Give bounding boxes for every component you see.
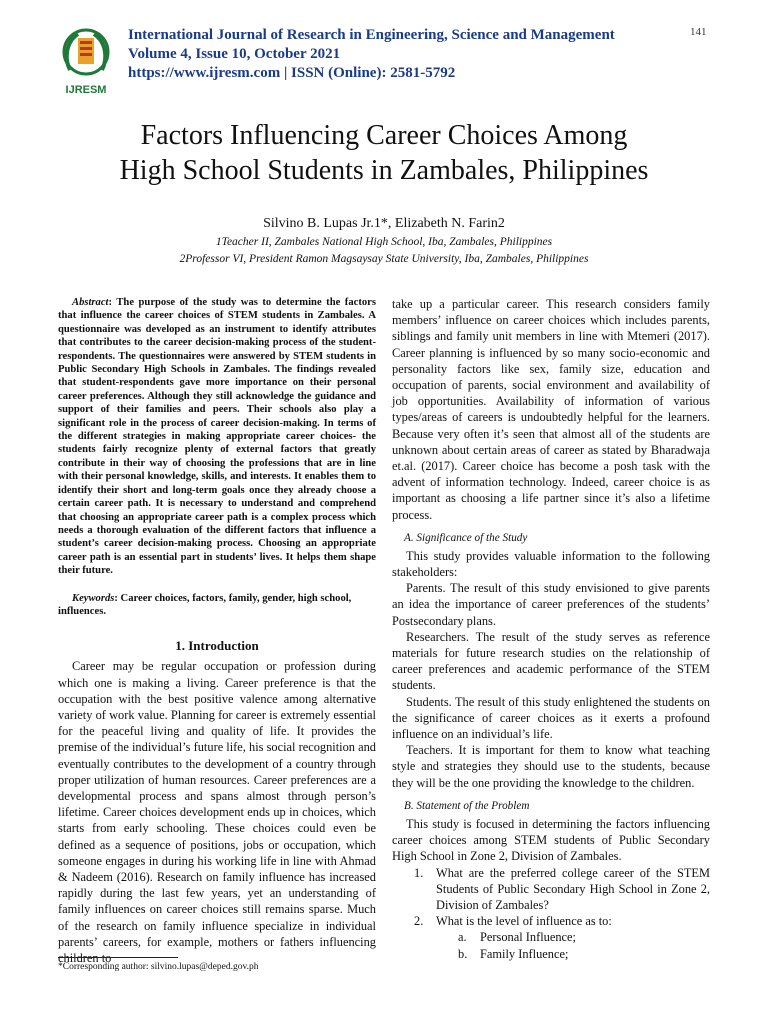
- list-item: [392, 865, 710, 914]
- abstract-label: Abstract: [72, 297, 109, 308]
- keywords-text: : Career choices, factors, family, gender, high school, influences.: [58, 592, 352, 617]
- section-heading-introduction: 1. Introduction: [175, 638, 259, 654]
- keywords-label: Keywords: [72, 592, 115, 604]
- research-questions-list: [392, 865, 710, 962]
- sub-list-item-text: Family Influence;: [480, 946, 569, 961]
- journal-url[interactable]: https://www.ijresm.com | ISSN (Online): 2581-5792: [128, 65, 456, 81]
- keywords: [58, 592, 376, 619]
- title-line-1: Factors Influencing Career Choices Among: [140, 120, 628, 151]
- authors: Silvino B. Lupas Jr.1*, Elizabeth N. Farin2: [263, 216, 505, 231]
- abstract: [58, 296, 376, 578]
- subsection-heading-problem: B. Statement of the Problem: [404, 799, 530, 812]
- title-line-2: High School Students in Zambales, Philippines: [119, 155, 649, 186]
- intro-paragraph: Career may be regular occupation or profession during which one is making a living. Career preference is that the occupation with the best positive valence among alternative variety of work value. Planning for career is extremely essential for the peaceful living and quality of life. It provides the premise of the individual’s future life, his social recognition and eventually contributes to the development of a country through proper utilization of human resources. Career preferences are a developmental process and spans almost through person’s lifetime. Career choices development ends up in choices, which starts from early schooling. These choices could even be defined as a sequence of positions, jobs or occupation, which someone engages in during his working life in line with Ahmad & Nadeem (2016). Research on family influence has increased rapidly during the last few years, yet an understanding of family influences on career choices still remains sparse. Much of the research on family influence specialize in individual parents’ careers, for example, mothers or fathers influencing children to: [58, 659, 376, 965]
- logo-text: IJRESM: [65, 84, 107, 96]
- significance-para-4: Students. The result of this study enlightened the students on the significance of career choices as it exerts a profound influence on an individual’s life.: [392, 694, 710, 742]
- affiliation-1: 1Teacher II, Zambales National High School, Iba, Zambales, Philippines: [215, 236, 553, 248]
- volume-line: Volume 4, Issue 10, October 2021: [128, 46, 341, 62]
- footnote: *Corresponding author: silvino.lupas@deped.gov.ph: [58, 962, 259, 972]
- subsection-heading-significance: A. Significance of the Study: [404, 531, 528, 544]
- significance-para-2: Parents. The result of this study envisioned to give parents an idea the importance of career preferences of the students’ Postsecondary plans.: [392, 581, 710, 628]
- page-number: 141: [690, 26, 707, 38]
- significance-para-3: Researchers. The result of the study serves as reference materials for future research studies on the relationship of career preferences and academic performance of the STEM students.: [392, 629, 710, 693]
- left-column: [58, 296, 376, 966]
- list-item-number: 2.: [414, 914, 424, 929]
- journal-name: International Journal of Research in Engineering, Science and Management: [128, 27, 615, 43]
- sub-list-item: [392, 929, 710, 945]
- list-item-text: What is the level of influence as to:: [436, 914, 612, 929]
- significance-para-1: This study provides valuable information to the following stakeholders:: [392, 548, 710, 580]
- abstract-text: : The purpose of the study was to determine the factors that influence the career choices of STEM students in Zambales. A questionnaire was developed as an instrument to identify attributes that contributes to the career decision-making process of the student-respondents. The questionnaires were answered by STEM students in Public Secondary High Schools in Zambales. The findings revealed that student-respondents gave more importance on their personal career preferences. Although they still acknowledge the guidance and support of their families and peers. Their schools also play a significant role in the process of career decision-making. In terms of the different strategies in making appropriate career choices- the students fairly recognize plenty of external factors that greatly contribute in their way of choosing the professions that are in line with their personal knowledge, skills, and interests. It enables them to identify their short and long-term goals once they already choose a certain career path. It is necessary to understand and comprehend that choosing an appropriate career path is a complex process which needs a thorough evaluation of the different factors that influence a student’s career decision-making process. Choosing an appropriate career path is an essential part in students’ lives. It helps them shape their future.: [58, 297, 376, 577]
- list-item: [392, 913, 710, 929]
- sub-list-item-text: Personal Influence;: [480, 930, 576, 945]
- affiliation-2: 2Professor VI, President Ramon Magsaysay State University, Iba, Zambales, Philippines: [179, 253, 589, 265]
- footnote-divider: [58, 957, 178, 958]
- list-item-number: 1.: [414, 865, 424, 880]
- journal-header: [128, 26, 615, 83]
- sub-list-item-letter: b.: [458, 946, 468, 961]
- sub-list-item-letter: a.: [458, 930, 467, 945]
- problem-paragraph: This study is focused in determining the factors influencing career choices among STEM students of Public Secondary High School in Zone 2, Division of Zambales.: [392, 816, 710, 864]
- paper-title: [40, 118, 728, 188]
- list-item-text: What are the preferred college career of the STEM Students of Public Secondary High School in Zone 2, Division of Zambales?: [436, 865, 710, 912]
- sub-list-item: [392, 946, 710, 962]
- journal-logo-icon: [56, 24, 116, 80]
- right-column: [392, 296, 710, 962]
- significance-para-5: Teachers. It is important for them to know what teaching style and strategies they should use to the students, because they will be the one providing the knowledge to the children.: [392, 743, 710, 790]
- intro-paragraph-continued: take up a particular career. This research considers family members’ influence on career choices which includes parents, siblings and family unit members in line with Mtemeri (2017). Career planning is influenced by so many socio-economic and personality factors like sex, family size, education and occupation of parents, social environment and availability of job opportunities. Availability of information of various types/areas of careers is undoubtedly helpful for the learners. Because very often it’s seen that almost all of the students are unknown about certain areas of career as stated by Bharadwaja et.al. (2017). Career choice has become a posh task with the advent of information technology. Indeed, career choice is as important as choosing a life partner since it’s also a lifetime process.: [392, 297, 710, 522]
